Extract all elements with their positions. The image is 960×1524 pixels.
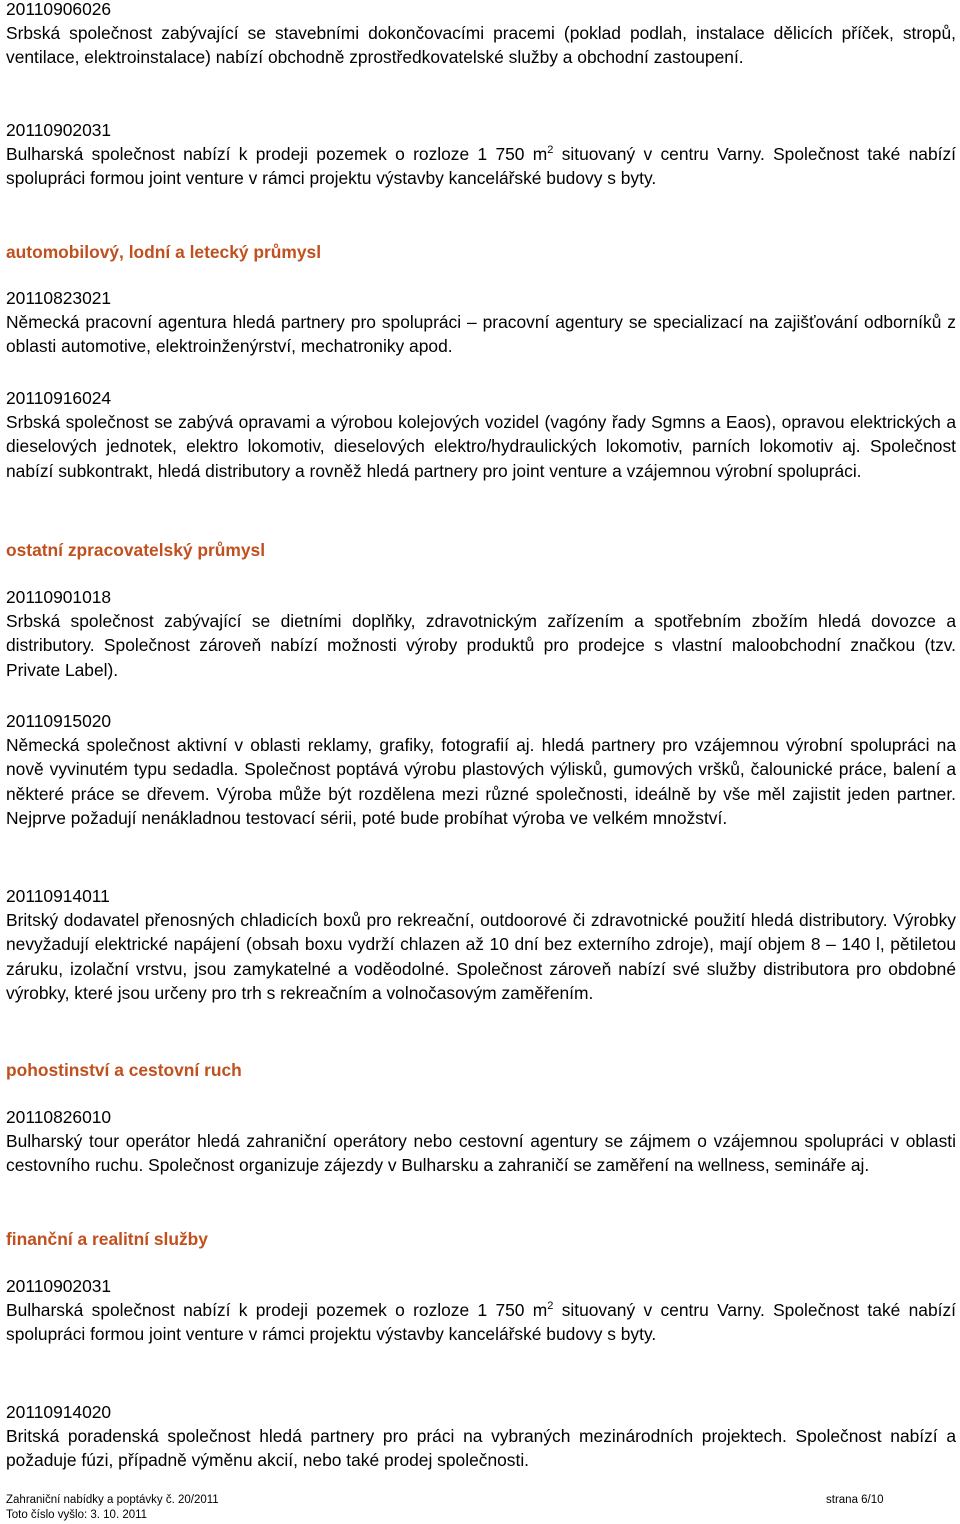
- offer-entry: [6, 118, 956, 191]
- footer-page-number: strana 6/10: [826, 1494, 884, 1506]
- offer-text: Bulharská společnost nabízí k prodeji pozemek o rozloze 1 750 $m^2$ situovaný v centru Varny. Společnost také nabízí spolupráci formou joint venture v rámci projektu výstavby kancelářské budovy s byty.: [6, 144, 956, 189]
- offer-text: Britský dodavatel přenosných chladicích boxů pro rekreační, outdoorové či zdravotnické použití hledá distributory. Výrobky nevyžadují elektrické napájení (obsah boxu vydrží chlazen až 10 dní bez externího zdroje), mají objem 8 – 140 l, pětiletou záruku, izolační vrstvu, jsou zamykatelné a voděodolné. Společnost zároveň nabízí své služby distributora pro obdobné výrobky, které jsou určeny pro trh s rekreačním a volnočasovým zaměřením.: [6, 910, 956, 1003]
- offer-entry: [6, 1274, 956, 1347]
- offer-number: 20110826010: [6, 1107, 112, 1127]
- offer-number: 20110906026: [6, 0, 112, 19]
- offer-entry: [6, 1105, 956, 1178]
- offer-entry: [6, 884, 956, 1005]
- offer-text: Srbská společnost se zabývá opravami a výrobou kolejových vozidel (vagóny řady Sgmns a Eaos), opravou elektrických a dieselových jednotek, elektro lokomotiv, dieselových elektro/hydraulických lokomotiv, parních lokomotiv aj. Společnost nabízí subkontrakt, hledá distributory a rovněž hledá partnery pro joint venture a vzájemnou výrobní spolupráci.: [6, 412, 956, 481]
- offer-text: Srbská společnost zabývající se stavebními dokončovacími pracemi (poklad podlah, instalace dělicích příček, stropů, ventilace, elektroinstalace) nabízí obchodně zprostředkovatelské služby a obchodní zastoupení.: [6, 23, 956, 68]
- offer-text: Srbská společnost zabývající se dietními doplňky, zdravotnickým zařízením a spotřebním zbožím hledá dovozce a distributory. Společnost zároveň nabízí možnosti výroby produktů pro prodejce s vlastní maloobchodní značkou (tzv. Private Label).: [6, 611, 956, 680]
- offer-number: 20110902031: [6, 120, 112, 140]
- section-heading-hospitality: pohostinství a cestovní ruch: [6, 1060, 242, 1080]
- offer-number: 20110914011: [6, 886, 110, 906]
- section-heading-finance: finanční a realitní služby: [6, 1229, 208, 1249]
- offer-text: Britská poradenská společnost hledá partnery pro práci na vybraných mezinárodních projektech. Společnost nabízí a požaduje fúzi, případně výměnu akcií, nebo také prodej společnosti.: [6, 1426, 956, 1471]
- offer-number: 20110901018: [6, 587, 112, 607]
- section-heading-processing: ostatní zpracovatelský průmysl: [6, 540, 266, 560]
- section-heading-automotive: automobilový, lodní a letecký průmysl: [6, 242, 322, 262]
- offer-entry: [6, 286, 956, 359]
- offer-entry: [6, 585, 956, 682]
- offer-number: 20110916024: [6, 388, 112, 408]
- offer-entry: [6, 709, 956, 830]
- offer-text: Bulharská společnost nabízí k prodeji pozemek o rozloze 1 750 $m^2$ situovaný v centru Varny. Společnost také nabízí spolupráci formou joint venture v rámci projektu výstavby kancelářské budovy s byty.: [6, 1300, 956, 1345]
- offer-entry: [6, 386, 956, 483]
- offer-number: 20110914020: [6, 1402, 112, 1422]
- offer-number: 20110902031: [6, 1276, 112, 1296]
- offer-text: Bulharský tour operátor hledá zahraniční operátory nebo cestovní agentury se zájmem o vzájemnou spolupráci v oblasti cestovního ruchu. Společnost organizuje zájezdy v Bulharsku a zahraničí se zaměření na wellness, semináře aj.: [6, 1131, 956, 1176]
- offer-entry: [6, 1400, 956, 1473]
- footer-issue-date: Toto číslo vyšlo: 3. 10. 2011: [6, 1509, 148, 1521]
- footer-publication: Zahraniční nabídky a poptávky č. 20/2011: [6, 1494, 219, 1506]
- offer-text: Německá pracovní agentura hledá partnery pro spolupráci – pracovní agentury se specializací na zajišťování odborníků z oblasti automotive, elektroinženýrství, mechatroniky apod.: [6, 312, 956, 357]
- offer-entry: [6, 0, 956, 70]
- offer-number: 20110915020: [6, 711, 112, 731]
- offer-number: 20110823021: [6, 288, 112, 308]
- offer-text: Německá společnost aktivní v oblasti reklamy, grafiky, fotografií aj. hledá partnery pro vzájemnou výrobní spolupráci na nově vyvinutém typu sedadla. Společnost poptává výrobu plastových výlisků, gumových vršků, čalounické práce, balení a některé práce se dřevem. Výroba může být rozdělena mezi různé společnosti, ideálně by vše měl zajistit jeden partner. Nejprve požadují nenákladnou testovací sérii, poté bude probíhat výroba ve velkém množství.: [6, 735, 956, 828]
